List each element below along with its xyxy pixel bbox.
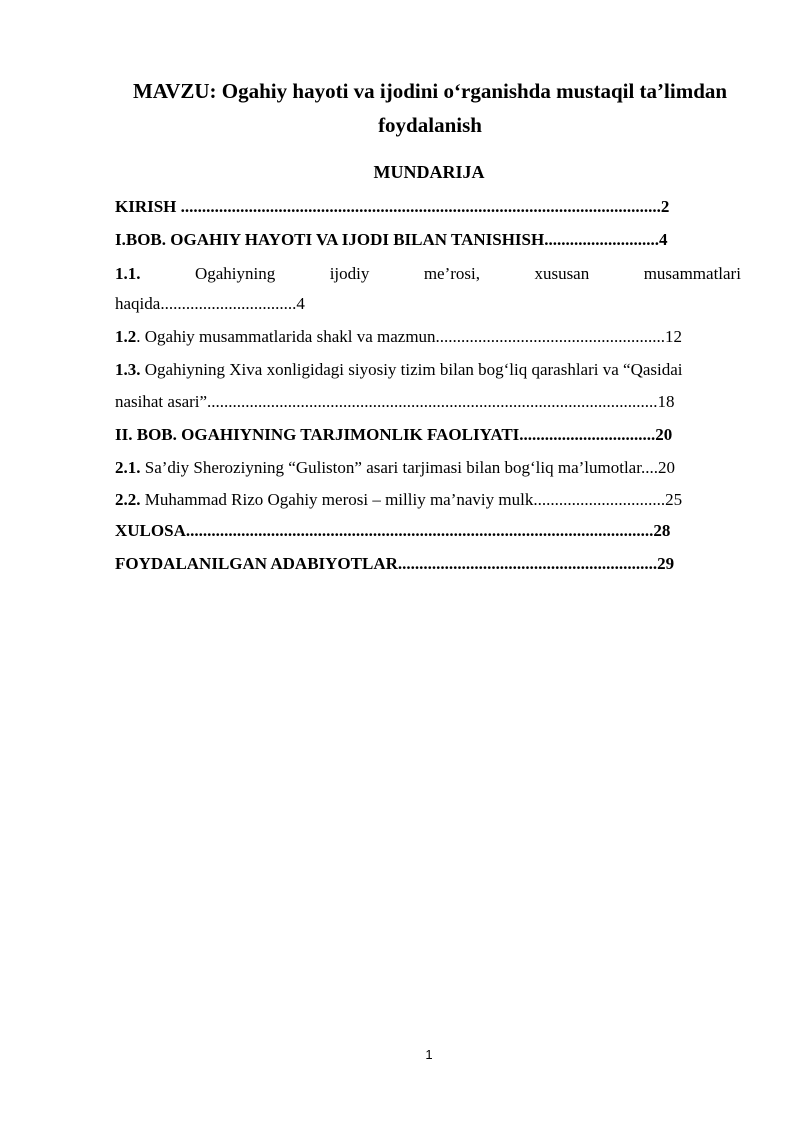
title-line-1: MAVZU: Ogahiy hayoti va ijodini o‘rganishda mustaqil ta’limdan — [132, 79, 728, 103]
toc-entry-1-3-continuation: nasihat asari”..........................................................................................................18 — [115, 392, 675, 411]
toc-entry-text: Muhammad Rizo Ogahiy merosi – milliy ma’naviy mulk...............................25 — [140, 490, 683, 509]
toc-entry-number: 2.2. — [115, 490, 141, 509]
toc-entry-chapter-1: I.BOB. OGAHIY HAYOTI VA IJODI BILAN TANISHISH...........................4 — [115, 230, 668, 249]
toc-entry-chapter-2: II. BOB. OGAHIYNING TARJIMONLIK FAOLIYATI................................20 — [115, 425, 673, 444]
toc-entry-word: me’rosi, — [423, 264, 480, 283]
toc-entry-number: 1.1. — [115, 264, 141, 283]
toc-entry-number: 1.2 — [115, 327, 137, 346]
page-number: 1 — [425, 1047, 433, 1062]
toc-entry-1-3 — [115, 359, 683, 381]
toc-entry-text: Ogahiyning Xiva xonligidagi siyosiy tizim bilan bog‘liq qarashlari va “Qasidai — [140, 360, 683, 379]
toc-entry-2-2 — [115, 489, 682, 511]
toc-entry-word: ijodiy — [329, 264, 370, 283]
toc-entry-1-2 — [115, 326, 682, 348]
toc-entry-text: . Ogahiy musammatlarida shakl va mazmun......................................................12 — [136, 327, 683, 346]
toc-heading: MUNDARIJA — [373, 162, 485, 182]
toc-entry-1-1 — [115, 263, 741, 285]
toc-entry-1-1-continuation: haqida................................4 — [115, 294, 305, 313]
toc-entry-word: xususan — [534, 264, 590, 283]
toc-entry-number: 2.1. — [115, 458, 141, 477]
toc-entry-word: musammatlari — [643, 264, 741, 283]
toc-entry-kirish: KIRISH .................................................................................................................2 — [115, 197, 670, 216]
document-title — [100, 74, 760, 142]
toc-entry-text: Sa’diy Sheroziyning “Guliston” asari tarjimasi bilan bog‘liq ma’lumotlar....20 — [140, 458, 675, 477]
toc-entry-bibliography: FOYDALANILGAN ADABIYOTLAR.............................................................29 — [115, 554, 675, 573]
toc-entry-xulosa: XULOSA..............................................................................................................28 — [115, 521, 671, 540]
toc-entry-number: 1.3. — [115, 360, 141, 379]
toc-entry-word: Ogahiyning — [194, 264, 276, 283]
title-line-2: foydalanish — [378, 113, 482, 137]
toc-entry-2-1 — [115, 457, 675, 479]
